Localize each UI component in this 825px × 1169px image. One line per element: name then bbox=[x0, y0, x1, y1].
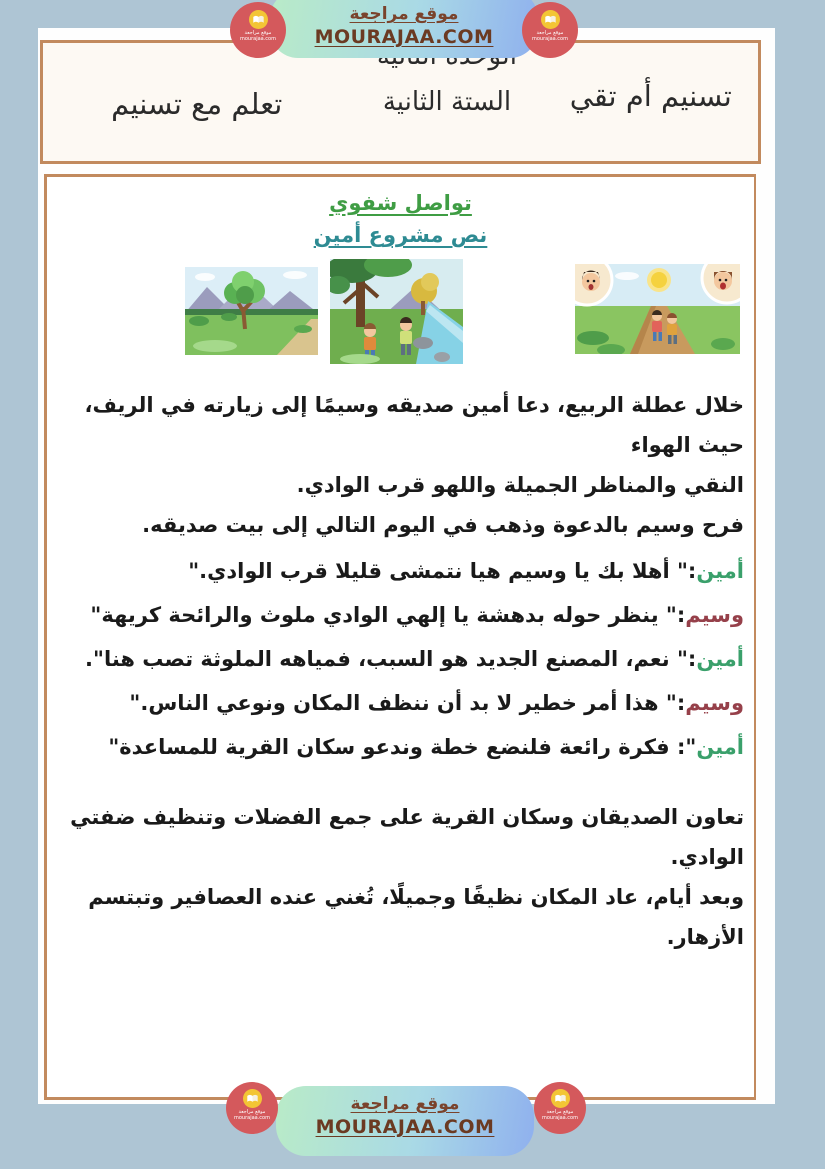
site-name-arabic: موقع مراجعة bbox=[349, 4, 459, 24]
speaker-name: أمين bbox=[696, 559, 744, 583]
document-page bbox=[38, 28, 775, 1104]
logo-text-url: mourajaa.com bbox=[531, 36, 568, 42]
dialogue-line bbox=[59, 639, 744, 679]
lesson-content-box bbox=[44, 174, 756, 1100]
dialogue-line bbox=[59, 551, 744, 591]
site-name-arabic: موقع مراجعة bbox=[350, 1094, 460, 1114]
open-book-icon bbox=[243, 1089, 262, 1108]
open-book-icon bbox=[541, 10, 560, 29]
logo-text-url: mourajaa.com bbox=[239, 36, 276, 42]
dialogue-line bbox=[59, 727, 744, 767]
header-student-name: تسنيم أم تقي bbox=[569, 79, 732, 113]
site-banner-top bbox=[270, 0, 538, 58]
dialogue-text: :" ينظر حوله بدهشة يا إلهي الوادي ملوث والرائحة كريهة" bbox=[90, 603, 686, 627]
header-brand-name: تعلم مع تسنيم bbox=[111, 87, 283, 121]
dialogue-text: ": فكرة رائعة فلنضع خطة وندعو سكان القرية للمساعدة" bbox=[108, 735, 697, 759]
logo-text-url: mourajaa.com bbox=[233, 1115, 270, 1121]
worksheet-header-box bbox=[40, 40, 761, 164]
site-url: MOURAJAA.COM bbox=[314, 26, 494, 48]
open-book-icon bbox=[249, 10, 268, 29]
logo-text-arabic: موقع مراجعة bbox=[244, 30, 272, 36]
dialogue-text: :" هذا أمر خطير لا بد أن ننظف المكان ونوعي الناس." bbox=[129, 691, 686, 715]
site-url: MOURAJAA.COM bbox=[315, 1116, 495, 1138]
open-book-icon bbox=[551, 1089, 570, 1108]
dialogue-text: :" نعم، المصنع الجديد هو السبب، فمياهه الملوثة تصب هنا". bbox=[85, 647, 697, 671]
mourajaa-logo bbox=[230, 2, 286, 58]
outro-line: تعاون الصديقان وسكان القرية على جمع الفضلات وتنظيف ضفتي الوادي. bbox=[70, 805, 744, 869]
countryside-tree-scene-image bbox=[185, 267, 318, 355]
logo-text-arabic: موقع مراجعة bbox=[536, 30, 564, 36]
dialogue-text: :" أهلا بك يا وسيم هيا نتمشى قليلا قرب الوادي." bbox=[188, 559, 697, 583]
lesson-subtitle: نص مشروع أمين bbox=[313, 223, 488, 247]
logo-text-arabic: موقع مراجعة bbox=[546, 1109, 574, 1115]
header-unit-column bbox=[350, 43, 543, 161]
intro-line: خلال عطلة الربيع، دعا أمين صديقه وسيمًا إلى زيارته في الريف، حيث الهواء bbox=[84, 393, 744, 457]
speaker-name: وسيم bbox=[685, 603, 744, 627]
logo-text-arabic: موقع مراجعة bbox=[238, 1109, 266, 1115]
speaker-name: أمين bbox=[696, 647, 744, 671]
outro-section bbox=[59, 797, 744, 957]
kids-by-river-scene-image bbox=[330, 259, 463, 364]
outro-line: وبعد أيام، عاد المكان نظيفًا وجميلًا، تُغني عنده العصافير وتبتسم الأزهار. bbox=[88, 885, 744, 949]
intro-line: فرح وسيم بالدعوة وذهب في اليوم التالي إلى بيت صديقه. bbox=[142, 513, 744, 537]
mourajaa-logo bbox=[522, 2, 578, 58]
scene-images-row bbox=[47, 263, 754, 375]
intro-line: النقي والمناظر الجميلة واللهو قرب الوادي. bbox=[296, 473, 744, 497]
lesson-title: تواصل شفوي bbox=[329, 191, 472, 215]
kids-walking-path-scene-image bbox=[575, 264, 740, 354]
mourajaa-logo bbox=[534, 1082, 586, 1134]
speaker-name: وسيم bbox=[685, 691, 744, 715]
header-unit-line2: الستة الثانية bbox=[382, 87, 512, 117]
mourajaa-logo bbox=[226, 1082, 278, 1134]
logo-text-url: mourajaa.com bbox=[541, 1115, 578, 1121]
dialogue-section bbox=[59, 551, 744, 767]
site-banner-bottom bbox=[276, 1086, 534, 1156]
lesson-text-block bbox=[59, 385, 744, 957]
dialogue-line bbox=[59, 683, 744, 723]
dialogue-line bbox=[59, 595, 744, 635]
speaker-name: أمين bbox=[696, 735, 744, 759]
